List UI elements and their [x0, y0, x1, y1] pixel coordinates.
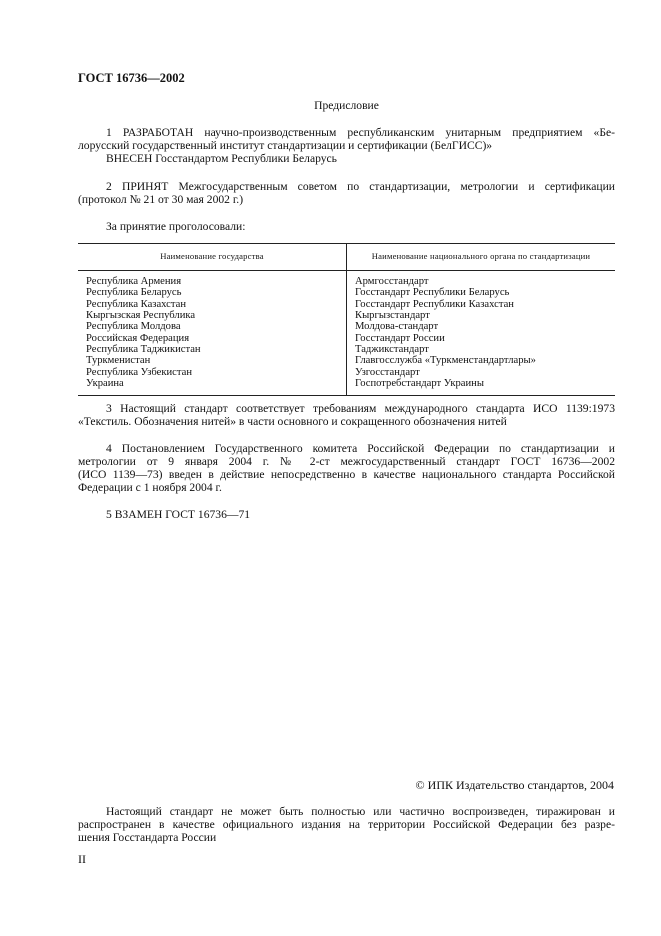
paragraph-line: За принятие проголосовали:	[106, 220, 246, 233]
standards-body-name: Кыргызстандарт	[355, 310, 430, 322]
paragraph-developed	[78, 126, 615, 165]
state-name: Украина	[86, 378, 124, 390]
paragraph-replaces	[78, 508, 615, 521]
copyright-notice: © ИПК Издательство стандартов, 2004	[415, 778, 614, 792]
document-code: ГОСТ 16736—2002	[78, 71, 185, 85]
section-title: Предисловие	[314, 99, 379, 112]
voting-states-table	[78, 243, 615, 396]
paragraph-line: (ИСО 1139—73) введен в действие непосредственно в качестве национального стандарта Российской	[78, 468, 615, 481]
state-name: Республика Узбекистан	[86, 366, 193, 378]
standards-body-name: Молдова-стандарт	[355, 321, 439, 333]
standards-body-name: Армгосстандарт	[355, 276, 429, 287]
paragraph-line: (протокол № 21 от 30 мая 2002 г.)	[78, 193, 244, 206]
paragraph-line: Федерации с 1 ноября 2004 г.	[78, 481, 222, 494]
paragraph-line: лорусский государственный институт стандартизации и сертификации (БелГИСС)»	[78, 139, 493, 152]
page-number: II	[78, 852, 86, 866]
table-header-row	[78, 244, 615, 271]
state-name: Республика Армения	[86, 276, 182, 287]
column-header-state: Наименование государства	[78, 244, 347, 271]
paragraph-enactment	[78, 442, 615, 494]
paragraph-line: 3 Настоящий стандарт соответствует требованиям международного стандарта ИСО 1139:1973	[106, 402, 615, 415]
paragraph-line: ВНЕСЕН Госстандартом Республики Беларусь	[106, 152, 337, 165]
column-header-body: Наименование национального органа по стандартизации	[347, 244, 616, 271]
paragraph-line: 2 ПРИНЯТ Межгосударственным советом по стандартизации, метрологии и сертификации	[106, 180, 615, 193]
standards-body-name: Госстандарт Республики Беларусь	[355, 287, 510, 299]
paragraph-line: 4 Постановлением Государственного комитета Российской Федерации по стандартизации и	[106, 442, 615, 455]
paragraph-conformity	[78, 402, 615, 428]
standards-body-name: Госстандарт России	[355, 332, 445, 344]
paragraph-voted	[78, 220, 615, 233]
paragraph-line: распространен в качестве официального издания на территории Российской Федерации без разре-	[78, 818, 615, 831]
standards-body-name: Узгосстандарт	[355, 366, 420, 378]
paragraph-line: 5 ВЗАМЕН ГОСТ 16736—71	[106, 508, 251, 521]
standards-body-name: Главгосслужба «Туркменстандартлары»	[355, 355, 536, 367]
state-name: Республика Молдова	[86, 321, 181, 333]
states-cell	[78, 271, 347, 396]
state-name: Туркменистан	[86, 355, 151, 367]
table-row	[78, 271, 615, 396]
paragraph-line: шения Госстандарта России	[78, 831, 217, 844]
paragraph-line: «Текстиль. Обозначения нитей» в части основного и сокращенного обозначения нитей	[78, 415, 507, 428]
state-name: Республика Таджикистан	[86, 344, 201, 356]
standards-body-name: Госпотребстандарт Украины	[355, 378, 484, 390]
state-name: Российская Федерация	[86, 332, 190, 344]
paragraph-line: 1 РАЗРАБОТАН научно-производственным республиканским унитарным предприятием «Бе-	[106, 126, 615, 139]
paragraph-line: метрологии от 9 января 2004 г. № 2-ст межгосударственный стандарт ГОСТ 16736—2002	[78, 455, 615, 468]
bodies-cell	[347, 271, 616, 396]
reproduction-notice	[78, 805, 615, 844]
state-name: Республика Беларусь	[86, 287, 182, 299]
paragraph-adopted	[78, 180, 615, 206]
paragraph-line: Настоящий стандарт не может быть полностью или частично воспроизведен, тиражирован и	[106, 805, 615, 818]
standards-body-name: Госстандарт Республики Казахстан	[355, 298, 514, 310]
state-name: Республика Казахстан	[86, 298, 187, 310]
state-name: Кыргызская Республика	[86, 310, 196, 322]
standards-body-name: Таджикстандарт	[355, 344, 429, 356]
